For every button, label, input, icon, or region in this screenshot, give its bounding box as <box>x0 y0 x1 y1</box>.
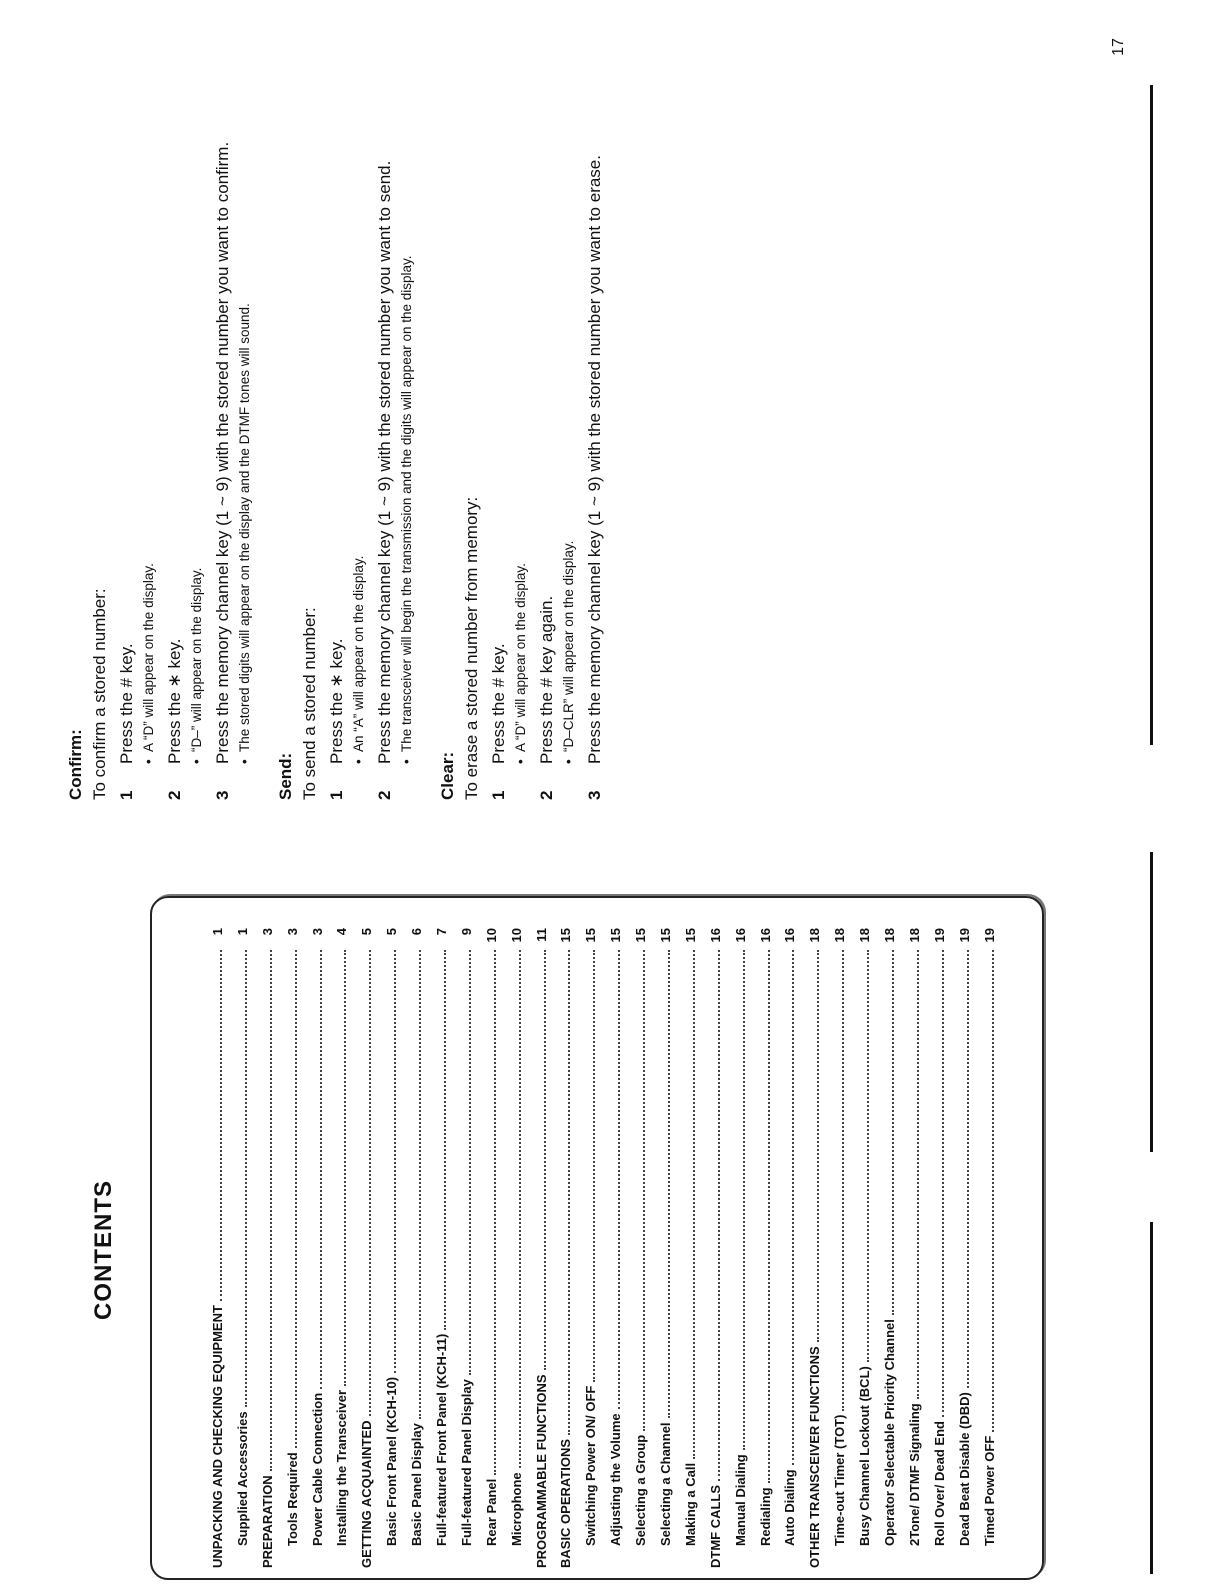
clear-heading: Clear: <box>438 751 457 800</box>
contents-entry-label: Microphone <box>508 1472 524 1546</box>
contents-entry-page: 15 <box>682 928 698 943</box>
dot-leader <box>469 950 471 1375</box>
contents-entry-label: Basic Panel Display <box>409 1423 425 1546</box>
contents-entry-label: OTHER TRANSCEIVER FUNCTIONS <box>807 1346 823 1568</box>
contents-entry <box>807 928 832 1568</box>
contents-entry-label: Installing the Transceiver <box>334 1389 350 1546</box>
send-heading: Send: <box>276 752 295 800</box>
dot-leader <box>942 950 944 1417</box>
contents-entry-page: 5 <box>384 928 400 936</box>
contents-entry <box>434 928 459 1568</box>
dot-leader <box>444 950 446 1330</box>
contents-entry-page: 16 <box>782 928 798 943</box>
contents-entry-label: Auto Dialing <box>782 1469 798 1546</box>
step-text: Press the # key. <box>489 643 508 764</box>
instructions-section <box>66 10 866 800</box>
dot-leader <box>992 950 994 1432</box>
contents-entry-page: 15 <box>658 928 674 943</box>
contents-entry-label: Dead Beat Disable (DBD) <box>956 1392 972 1546</box>
contents-entry-label: Redialing <box>757 1487 773 1546</box>
contents-entry-label: BASIC OPERATIONS <box>558 1438 574 1568</box>
step-text: Press the # key. <box>117 643 136 764</box>
clear-intro: To erase a stored number from memory: <box>462 496 481 800</box>
dot-leader <box>967 950 969 1388</box>
dot-leader <box>842 950 844 1411</box>
contents-entry-page: 18 <box>857 928 873 943</box>
contents-entry <box>484 928 509 1568</box>
dot-leader <box>817 950 819 1342</box>
step-number: 2 <box>165 790 184 800</box>
contents-entry <box>384 928 409 1568</box>
contents-entry <box>260 928 285 1568</box>
contents-entry-page: 5 <box>359 928 375 936</box>
contents-entry-page: 15 <box>633 928 649 943</box>
step-note: • An “A” will appear on the display. <box>350 10 368 800</box>
dot-leader <box>593 950 595 1382</box>
step <box>164 10 186 800</box>
contents-entry-page: 18 <box>832 928 848 943</box>
confirm-section <box>66 10 254 800</box>
contents-entry <box>608 928 633 1568</box>
dot-leader <box>494 950 496 1475</box>
contents-entry <box>334 928 359 1568</box>
step-text: Press the memory channel key (1 ~ 9) with the stored number you want to erase. <box>585 155 604 764</box>
contents-title: CONTENTS <box>90 1180 117 1320</box>
contents-entry-page: 10 <box>483 928 499 943</box>
contents-entry-page: 3 <box>284 928 300 936</box>
page-number: 17 <box>1109 38 1127 56</box>
step-text: Press the # key again. <box>537 595 556 764</box>
contents-entry-page: 1 <box>234 928 250 936</box>
contents-entry <box>758 928 783 1568</box>
step <box>536 10 558 800</box>
step-text: Press the ∗ key. <box>327 638 346 764</box>
contents-entry-label: Rear Panel <box>483 1478 499 1546</box>
dot-leader <box>519 950 521 1468</box>
contents-entry-page: 7 <box>434 928 450 936</box>
contents-entry-page: 16 <box>757 928 773 943</box>
contents-entry-page: 19 <box>931 928 947 943</box>
contents-entry-label: PREPARATION <box>259 1475 275 1568</box>
contents-entry-page: 4 <box>334 928 350 936</box>
step-number: 1 <box>489 790 508 800</box>
confirm-heading: Confirm: <box>66 729 85 800</box>
step-text: Press the memory channel key (1 ~ 9) with the stored number you want to confirm. <box>213 141 232 764</box>
bottom-rule-right <box>1150 85 1153 745</box>
dot-leader <box>743 950 745 1450</box>
step-number: 1 <box>327 790 346 800</box>
contents-entry-label: Tools Required <box>284 1452 300 1546</box>
contents-entry-label: Basic Front Panel (KCH-10) <box>384 1376 400 1546</box>
dot-leader <box>618 950 620 1409</box>
step-text: Press the memory channel key (1 ~ 9) with the stored number you want to send. <box>375 160 394 764</box>
dot-leader <box>568 950 570 1435</box>
contents-entry-page: 11 <box>533 928 549 942</box>
contents-entry-label: Time-out Timer (TOT) <box>832 1414 848 1546</box>
contents-entry-page: 9 <box>458 928 474 936</box>
step-number: 2 <box>537 790 556 800</box>
contents-entry <box>310 928 335 1568</box>
step-note: • The transceiver will begin the transmission and the digits will appear on the display. <box>398 10 416 800</box>
contents-entry <box>509 928 534 1568</box>
contents-entry-page: 15 <box>558 928 574 943</box>
contents-entry <box>857 928 882 1568</box>
contents-entry <box>882 928 907 1568</box>
dot-leader <box>544 950 546 1370</box>
dot-leader <box>718 950 720 1481</box>
contents-entry-page: 3 <box>259 928 275 936</box>
contents-entry <box>658 928 683 1568</box>
contents-entry-page: 18 <box>882 928 898 943</box>
contents-entry-page: 19 <box>956 928 972 943</box>
contents-entry-label: Timed Power OFF <box>981 1435 997 1546</box>
contents-entry <box>782 928 807 1568</box>
step <box>326 10 348 800</box>
dot-leader <box>643 950 645 1431</box>
contents-entry <box>733 928 758 1568</box>
contents-entry <box>982 928 1007 1568</box>
dot-leader <box>245 950 247 1407</box>
contents-entry-label: Switching Power ON/ OFF <box>583 1385 599 1546</box>
contents-entry-page: 16 <box>707 928 723 943</box>
dot-leader <box>270 950 272 1471</box>
contents-entry-label: Manual Dialing <box>732 1454 748 1546</box>
dot-leader <box>419 950 421 1419</box>
step <box>212 10 234 800</box>
contents-entry-label: Selecting a Group <box>633 1434 649 1546</box>
contents-entry <box>957 928 982 1568</box>
contents-list <box>210 928 1007 1568</box>
contents-entry-page: 16 <box>732 928 748 943</box>
dot-leader <box>320 950 322 1389</box>
dot-leader <box>768 950 770 1483</box>
contents-entry-label: 2Tone/ DTMF Signaling <box>906 1403 922 1546</box>
dot-leader <box>792 950 794 1465</box>
contents-entry-page: 18 <box>906 928 922 943</box>
send-steps <box>326 10 416 800</box>
contents-entry-page: 15 <box>608 928 624 943</box>
contents-entry-label: GETTING ACQUAINTED <box>359 1420 375 1568</box>
contents-entry-label: Roll Over/ Dead End <box>931 1421 947 1546</box>
step-number: 3 <box>585 790 604 800</box>
dot-leader <box>917 950 919 1399</box>
send-intro: To send a stored number: <box>300 607 319 800</box>
contents-entry <box>534 928 559 1568</box>
contents-entry <box>359 928 384 1568</box>
contents-entry-label: Making a Call <box>682 1462 698 1546</box>
clear-steps <box>488 10 606 800</box>
contents-entry-page: 10 <box>508 928 524 943</box>
step-number: 1 <box>117 790 136 800</box>
contents-entry <box>907 928 932 1568</box>
dot-leader <box>344 950 346 1386</box>
contents-entry-label: Operator Selectable Priority Channel <box>882 1319 898 1546</box>
dot-leader <box>295 950 297 1448</box>
contents-section <box>90 880 1210 1580</box>
contents-entry-label: Full-featured Panel Display <box>458 1379 474 1546</box>
dot-leader <box>693 950 695 1459</box>
step-note: • A “D” will appear on the display. <box>512 10 530 800</box>
contents-entry-label: Full-featured Front Panel (KCH-11) <box>434 1333 450 1546</box>
contents-entry-label: DTMF CALLS <box>707 1484 723 1568</box>
send-section <box>276 10 416 800</box>
step-number: 2 <box>375 790 394 800</box>
contents-entry <box>932 928 957 1568</box>
contents-entry-label: Selecting a Channel <box>658 1422 674 1546</box>
clear-section <box>438 10 606 800</box>
step-note: • The stored digits will appear on the display and the DTMF tones will sound. <box>236 10 254 800</box>
confirm-steps <box>116 10 254 800</box>
step <box>374 10 396 800</box>
contents-entry-label: Busy Channel Lockout (BCL) <box>857 1366 873 1546</box>
contents-entry-page: 19 <box>981 928 997 943</box>
step-note: • “D–CLR” will appear on the display. <box>560 10 578 800</box>
step <box>116 10 138 800</box>
contents-entry-label: Supplied Accessories <box>234 1411 250 1546</box>
contents-entry-page: 15 <box>583 928 599 943</box>
contents-entry <box>583 928 608 1568</box>
contents-entry <box>409 928 434 1568</box>
dot-leader <box>867 950 869 1362</box>
dot-leader <box>892 950 894 1315</box>
contents-entry <box>683 928 708 1568</box>
contents-entry <box>832 928 857 1568</box>
contents-entry-page: 1 <box>210 928 225 936</box>
dot-leader <box>220 950 222 1301</box>
dot-leader <box>394 950 396 1373</box>
step <box>584 10 606 800</box>
contents-entry-page: 3 <box>309 928 325 936</box>
contents-entry <box>235 928 260 1568</box>
step <box>488 10 510 800</box>
contents-entry-label: Power Cable Connection <box>309 1392 325 1546</box>
step-note: • A “D” will appear on the display. <box>140 10 158 800</box>
step-note: • “D–” will appear on the display. <box>188 10 206 800</box>
step-text: Press the ∗ key. <box>165 638 184 764</box>
contents-entry-page: 6 <box>409 928 425 936</box>
contents-entry <box>285 928 310 1568</box>
contents-entry-label: Adjusting the Volume <box>608 1413 624 1546</box>
contents-entry <box>210 928 235 1568</box>
dot-leader <box>668 950 670 1418</box>
contents-entry <box>708 928 733 1568</box>
contents-entry <box>633 928 658 1568</box>
contents-entry-label: UNPACKING AND CHECKING EQUIPMENT <box>210 1305 225 1568</box>
dot-leader <box>369 950 371 1416</box>
contents-entry <box>459 928 484 1568</box>
contents-box <box>150 896 1044 1580</box>
step-number: 3 <box>213 790 232 800</box>
confirm-intro: To confirm a stored number: <box>90 588 109 800</box>
contents-entry-label: PROGRAMMABLE FUNCTIONS <box>533 1374 549 1568</box>
contents-entry-page: 18 <box>807 928 823 943</box>
contents-entry <box>558 928 583 1568</box>
